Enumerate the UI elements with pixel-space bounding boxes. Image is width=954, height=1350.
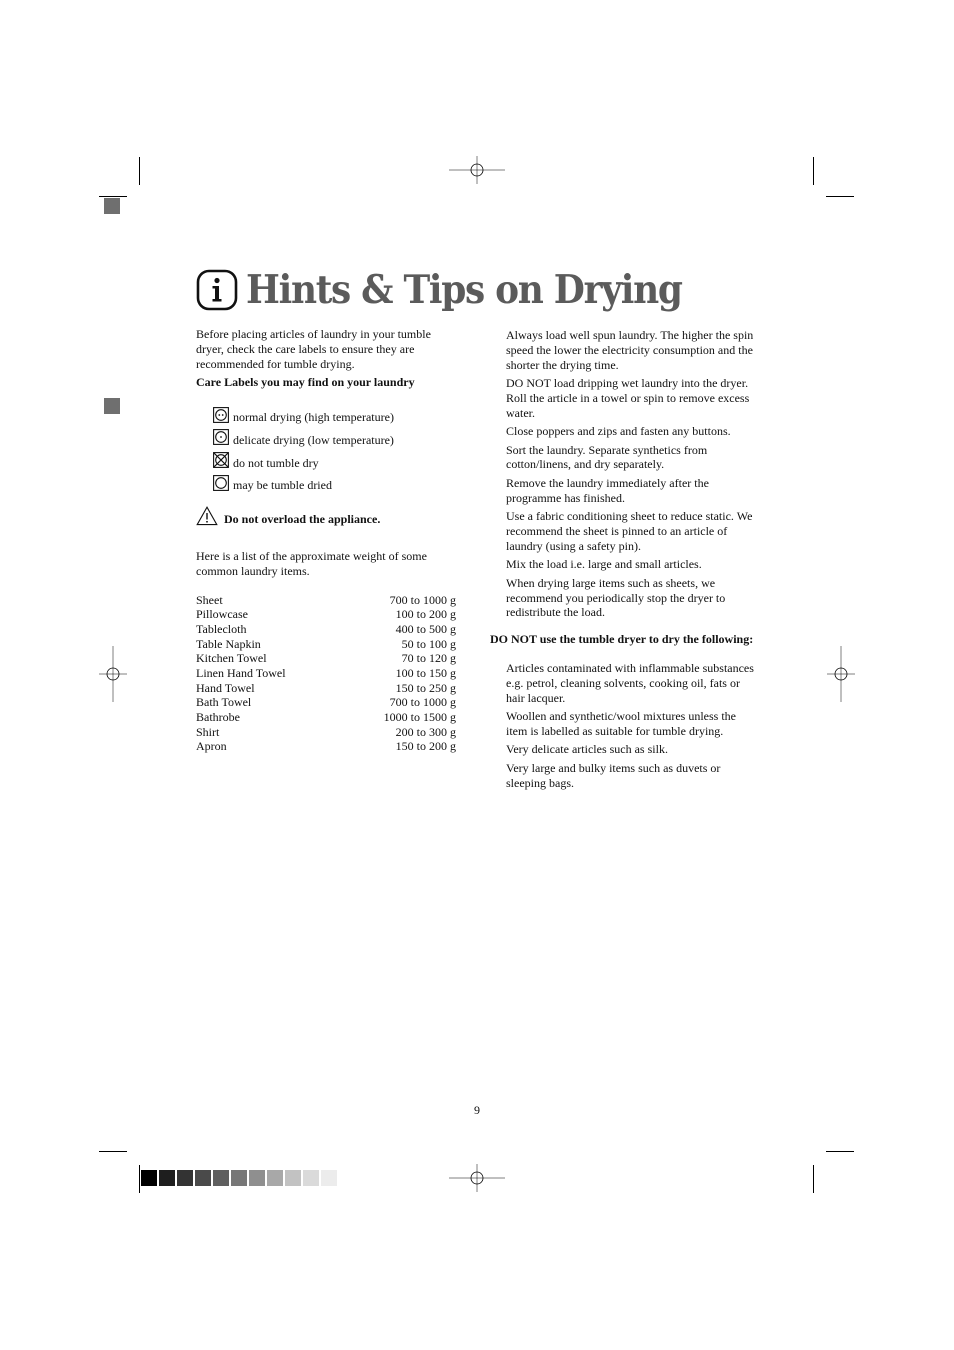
list-item: Woollen and synthetic/wool mixtures unless the item is labelled as suitable for tumble drying. bbox=[506, 709, 736, 738]
table-row bbox=[196, 637, 456, 652]
crop-mark bbox=[826, 1151, 854, 1152]
do-not-tumble-dry-icon bbox=[213, 452, 229, 468]
item-weight: 50 to 100 g bbox=[401, 636, 456, 651]
table-row bbox=[196, 593, 456, 608]
table-row bbox=[196, 681, 456, 696]
margin-square bbox=[104, 398, 120, 414]
list-item: Remove the laundry immediately after the programme has finished. bbox=[506, 475, 709, 505]
margin-square bbox=[104, 198, 120, 214]
color-swatch bbox=[285, 1170, 301, 1186]
list-item: Articles contaminated with inflammable substances e.g. petrol, cleaning solvents, cooking oil, fats or hair lacquer. bbox=[506, 660, 754, 705]
list-item: Use a fabric conditioning sheet to reduce static. We recommend the sheet is pinned to an article of laundry (using a safety pin). bbox=[506, 509, 753, 553]
item-weight: 1000 to 1500 g bbox=[383, 710, 456, 725]
list-item: Close poppers and zips and fasten any buttons. bbox=[506, 424, 731, 439]
weights-intro: Here is a list of the approximate weight of some common laundry items. bbox=[196, 548, 427, 578]
care-label-text: may be tumble dried bbox=[233, 478, 332, 493]
item-name: Tablecloth bbox=[196, 621, 247, 636]
item-weight: 700 to 1000 g bbox=[389, 695, 456, 710]
crop-mark bbox=[99, 1151, 127, 1152]
tips-list bbox=[490, 328, 758, 620]
color-swatch bbox=[177, 1170, 193, 1186]
item-name: Sheet bbox=[196, 592, 223, 607]
care-label-text: normal drying (high temperature) bbox=[233, 410, 394, 425]
crop-mark bbox=[813, 157, 814, 185]
color-swatch bbox=[267, 1170, 283, 1186]
care-labels-heading: Care Labels you may find on your laundry bbox=[196, 375, 415, 390]
color-calibration-bar bbox=[141, 1170, 339, 1186]
left-column bbox=[196, 327, 458, 754]
table-row bbox=[196, 607, 456, 622]
care-labels-list bbox=[196, 406, 458, 497]
may-be-tumble-dried-icon bbox=[213, 475, 229, 491]
do-not-heading: DO NOT use the tumble dryer to dry the following: bbox=[490, 632, 754, 647]
list-item bbox=[213, 429, 458, 452]
color-swatch bbox=[303, 1170, 319, 1186]
item-name: Table Napkin bbox=[196, 636, 261, 651]
item-weight: 700 to 1000 g bbox=[389, 592, 456, 607]
list-item: When drying large items such as sheets, we recommend you periodically stop the dryer to redistribute the load. bbox=[506, 575, 726, 620]
crop-mark bbox=[826, 196, 854, 197]
item-name: Kitchen Towel bbox=[196, 651, 267, 666]
crop-mark bbox=[813, 1165, 814, 1193]
item-name: Apron bbox=[196, 739, 227, 754]
registration-mark-icon bbox=[85, 646, 141, 702]
page-header bbox=[196, 262, 720, 318]
item-name: Pillowcase bbox=[196, 607, 248, 622]
list-item: Mix the load i.e. large and small articles. bbox=[506, 557, 702, 572]
warning-note bbox=[196, 509, 458, 529]
table-row bbox=[196, 651, 456, 666]
item-name: Shirt bbox=[196, 724, 220, 739]
list-item bbox=[213, 452, 458, 475]
color-swatch bbox=[249, 1170, 265, 1186]
list-item: Very large and bulky items such as duvets or sleeping bags. bbox=[506, 760, 721, 790]
crop-mark bbox=[139, 157, 140, 185]
table-row bbox=[196, 710, 456, 725]
weights-table bbox=[196, 593, 456, 755]
item-name: Bath Towel bbox=[196, 695, 252, 710]
registration-mark-icon bbox=[449, 1150, 505, 1206]
page-number: 9 bbox=[474, 1103, 480, 1117]
crop-mark bbox=[99, 196, 127, 197]
item-weight: 200 to 300 g bbox=[395, 724, 456, 739]
table-row bbox=[196, 725, 456, 740]
normal-drying-icon bbox=[213, 407, 229, 423]
table-row bbox=[196, 695, 456, 710]
list-item: DO NOT load dripping wet laundry into the dryer. Roll the article in a towel or spin to remove excess water. bbox=[506, 376, 750, 420]
color-swatch bbox=[231, 1170, 247, 1186]
warning-text: Do not overload the appliance. bbox=[224, 511, 381, 526]
color-swatch bbox=[213, 1170, 229, 1186]
table-row bbox=[196, 739, 456, 754]
list-item: Sort the laundry. Separate synthetics from cotton/linens, and dry separately. bbox=[506, 442, 708, 472]
item-weight: 150 to 200 g bbox=[395, 739, 456, 754]
do-not-list bbox=[490, 661, 758, 790]
item-weight: 150 to 250 g bbox=[395, 680, 456, 695]
item-name: Linen Hand Towel bbox=[196, 665, 286, 680]
page-title: Hints & Tips on Drying bbox=[246, 267, 682, 313]
list-item bbox=[213, 474, 458, 497]
item-weight: 100 to 200 g bbox=[395, 607, 456, 622]
item-weight: 400 to 500 g bbox=[395, 621, 456, 636]
list-item bbox=[213, 406, 458, 429]
color-swatch bbox=[159, 1170, 175, 1186]
registration-mark-icon bbox=[449, 142, 505, 198]
right-column bbox=[490, 328, 758, 794]
care-label-text: delicate drying (low temperature) bbox=[233, 432, 394, 447]
list-item: Very delicate articles such as silk. bbox=[506, 742, 668, 757]
color-swatch bbox=[195, 1170, 211, 1186]
registration-mark-icon bbox=[813, 646, 869, 702]
crop-mark bbox=[139, 1165, 140, 1193]
list-item: Always load well spun laundry. The higher the spin speed the lower the electricity consumption and the shorter the drying time. bbox=[506, 328, 754, 372]
warning-icon bbox=[196, 506, 218, 526]
color-swatch bbox=[321, 1170, 337, 1186]
item-weight: 100 to 150 g bbox=[395, 665, 456, 680]
color-swatch bbox=[141, 1170, 157, 1186]
item-weight: 70 to 120 g bbox=[401, 651, 456, 666]
table-row bbox=[196, 622, 456, 637]
info-icon bbox=[196, 269, 238, 311]
delicate-drying-icon bbox=[213, 429, 229, 445]
item-name: Hand Towel bbox=[196, 680, 255, 695]
intro-paragraph: Before placing articles of laundry in your tumble dryer, check the care labels to ensure they are recommended for tumble drying. bbox=[196, 327, 431, 371]
care-label-text: do not tumble dry bbox=[233, 455, 319, 470]
item-name: Bathrobe bbox=[196, 710, 240, 725]
table-row bbox=[196, 666, 456, 681]
